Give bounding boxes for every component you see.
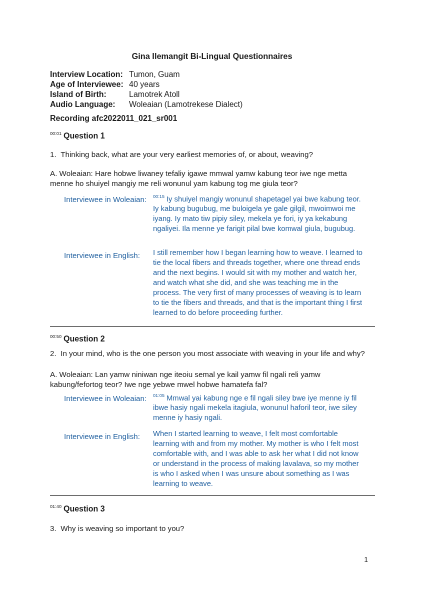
woleaian-answer-text: Iy shuiyel mangiy wonunul shapetagel yai bwe kabung teor. Iy kabung bugubug, me buloigela ye gale gilgil, mwoimwoi me iyang. Iy mato tiw pipiy siley, mekela ye fori, iy ya kekabung ngaliyei. Ila menne ye farigit pilal bwe komwal giula, bugubug. (153, 194, 361, 234)
meta-key: Interview Location: (50, 70, 123, 79)
meta-audio-language (50, 100, 243, 111)
section-divider (50, 495, 375, 496)
section-divider (50, 326, 375, 327)
meta-value: Woleaian (Lamotrekese Dialect) (129, 100, 243, 109)
timestamp: 00:15 (153, 194, 165, 199)
question-heading (50, 334, 105, 344)
question-title: Question 1 (63, 131, 105, 141)
english-answer: When I started learning to weave, I felt most comfortable learning with and from my mother. My mother is who I felt most comfortable with, and I was able to ask her what I did not know or understand in the process of making lavalava, so my mother is who I asked when I was unsure about something as I was learning to weave. (153, 429, 359, 488)
timestamp: 01:40 (50, 504, 62, 509)
timestamp: 00:50 (50, 334, 62, 339)
recording-id: Recording afc2022011_021_sr001 (50, 114, 178, 123)
meta-key: Age of Interviewee: (50, 80, 124, 89)
woleaian-question: A. Woleaian: Lan yamw niniwan nge iteoiu semal ye kail yamw fil ngali reli yamw kabung/fefortog teor? Iwe nge yebwe mwel hobwe hamatefa fal? (50, 370, 321, 389)
meta-value: Lamotrek Atoll (129, 90, 180, 99)
prompt-number: 3. (50, 524, 57, 533)
question-prompt (50, 150, 370, 160)
question-title: Question 2 (63, 334, 105, 344)
question-prompt (50, 524, 370, 534)
meta-key: Audio Language: (50, 100, 116, 109)
woleaian-answer (153, 192, 365, 234)
question-heading (50, 131, 105, 141)
meta-value: Tumon, Guam (129, 70, 180, 79)
woleaian-answer (153, 391, 365, 423)
prompt-number: 1. (50, 150, 57, 159)
question-prompt (50, 349, 372, 359)
woleaian-question: A. Woleaian: Hare hobwe liwaney tefaliy igawe mmwal yamw kabung teor iwe nge metta menne ho shuiyel mangiy me reli wonunul yam kabung tog me giula teor? (50, 169, 348, 188)
question-title: Question 3 (63, 504, 105, 514)
timestamp: 00:01 (50, 131, 62, 136)
prompt-text: In your mind, who is the one person you most associate with weaving in your life and why? (60, 349, 365, 358)
woleaian-answer-text: Mmwal yai kabung nge e fil ngali siley bwe iye menne iy fil ibwe hasiy ngali mekela itagiula, wonunul haforil teor, iwe siley menne iy hasiy ngali. (153, 393, 357, 423)
prompt-text: Why is weaving so important to you? (60, 524, 185, 533)
english-label: Interviewee in English: (64, 251, 140, 260)
woleaian-label: Interviewee in Woleaian: (64, 394, 147, 403)
woleaian-label: Interviewee in Woleaian: (64, 195, 147, 204)
prompt-number: 2. (50, 349, 57, 358)
meta-age (50, 80, 160, 91)
meta-key: Island of Birth: (50, 90, 107, 99)
meta-interview-location (50, 70, 180, 81)
prompt-text: Thinking back, what are your very earliest memories of, or about, weaving? (60, 150, 313, 159)
meta-island-of-birth (50, 90, 180, 101)
page-number: 1 (364, 557, 368, 564)
english-label: Interviewee in English: (64, 432, 140, 441)
timestamp: 01:05 (153, 393, 165, 398)
document-title: Gina Ilemangit Bi-Lingual Questionnaires (131, 52, 293, 61)
question-heading (50, 504, 105, 514)
english-answer: I still remember how I began learning how to weave. I learned to tie the local fibers and threads together, where one thread ends and the next begins. I would sit with my mother and watch her, and watch what she did, and she was teaching me in the process. The very first of many processes of weaving is to learn to tie the fibers and threads, and that is the important thing I first learned to do before proceeding further. (153, 248, 363, 317)
meta-value: 40 years (129, 80, 160, 89)
